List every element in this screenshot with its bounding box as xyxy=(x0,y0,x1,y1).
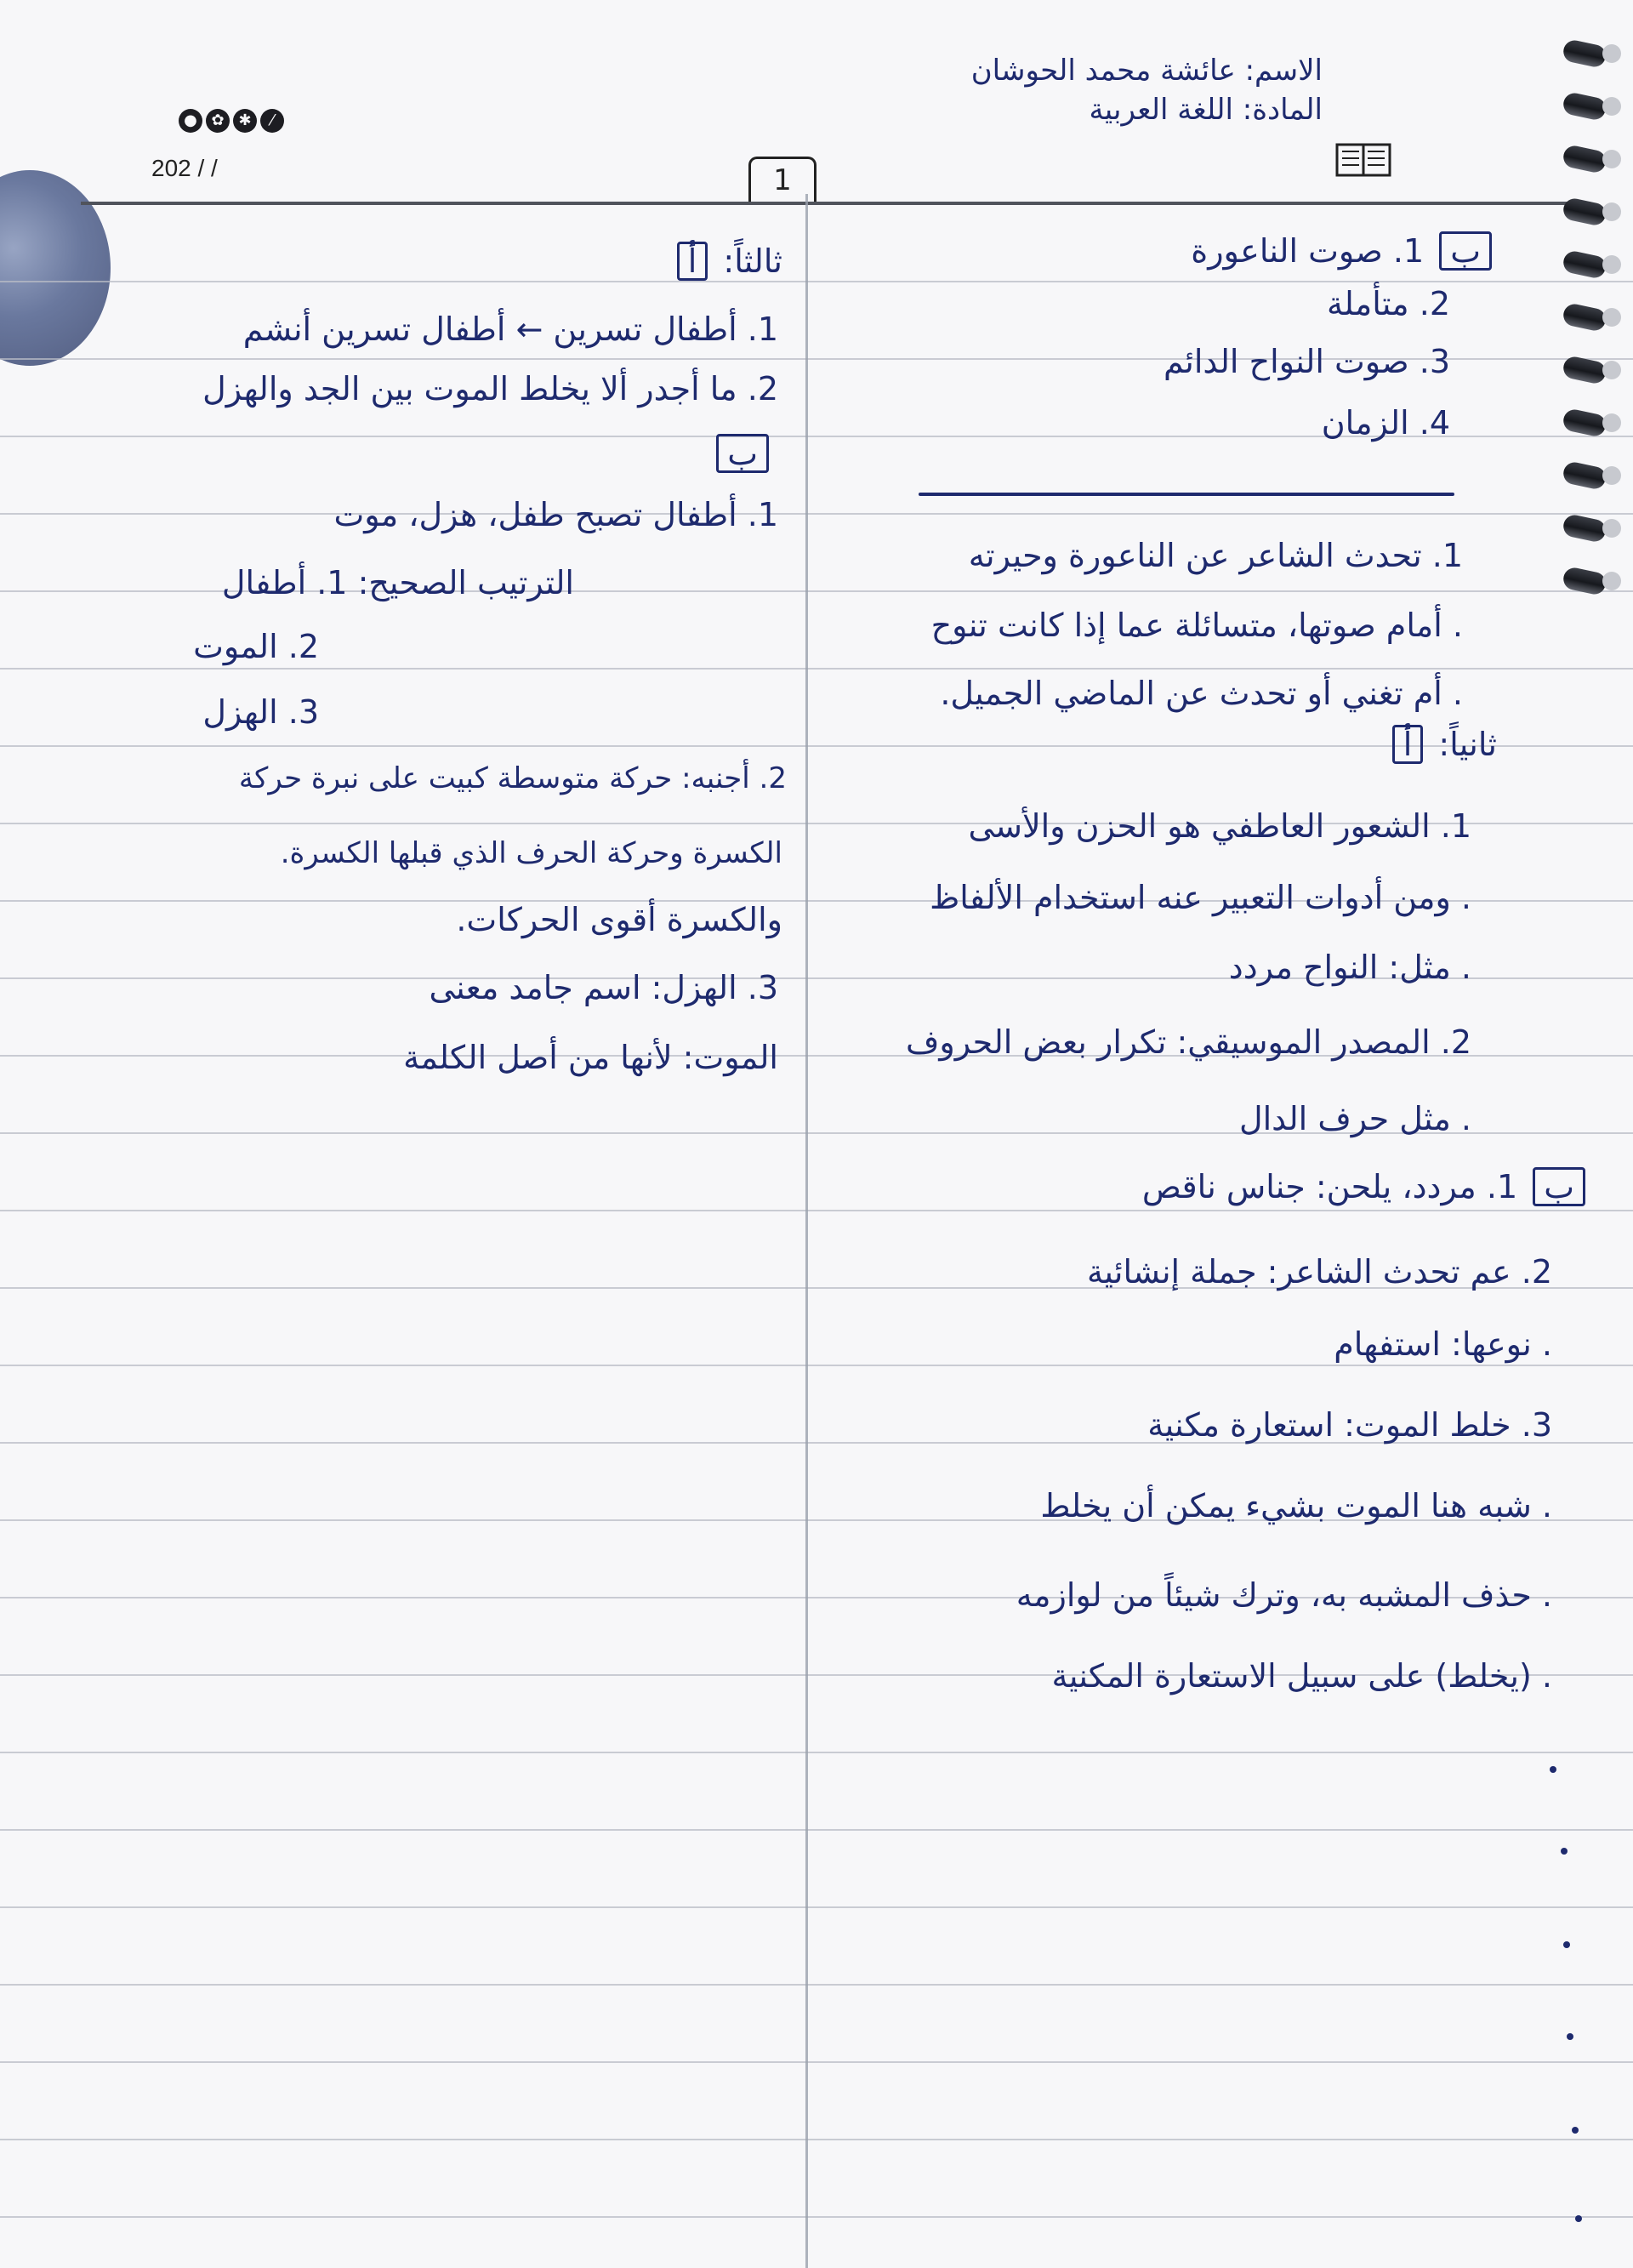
spiral-hole xyxy=(1602,202,1621,221)
spiral-hole xyxy=(1602,572,1621,590)
right-a-line-1: 1. الشعور العاطفي هو الحزن والأسى xyxy=(968,807,1471,845)
margin-dot xyxy=(1561,1848,1568,1855)
section-b2-label: ب xyxy=(1533,1167,1585,1206)
margin-dot xyxy=(1572,2127,1579,2134)
ruled-line xyxy=(0,2061,1633,2063)
date-field: 202 / / xyxy=(151,155,218,181)
left-a-line-2: 2. ما أجدر ألا يخلط الموت بين الجد والهزل xyxy=(202,370,778,407)
spiral-hole xyxy=(1602,466,1621,485)
four-dots-icon xyxy=(179,109,284,133)
left-section-b-label: ب xyxy=(716,434,769,473)
spiral-hole xyxy=(1602,255,1621,274)
spiral-hole xyxy=(1602,519,1621,538)
third-heading: ثالثاً: أ xyxy=(672,240,782,282)
ink-stain xyxy=(0,170,111,366)
page-number: 1 xyxy=(748,157,816,202)
ink-separator xyxy=(919,493,1454,496)
margin-dot xyxy=(1567,2033,1573,2040)
right-b2-line-7: . (يخلط) على سبيل الاستعارة المكنية xyxy=(1051,1657,1552,1695)
left-b-line-8: 3. الهزل: اسم جامد معنى xyxy=(429,969,778,1006)
left-b-line-5: 2. أجنبه: حركة متوسطة كبيت على نبرة حركة xyxy=(238,761,787,795)
right-b2-line-1: ب 1. مردد، يلحن: جناس ناقص xyxy=(1142,1165,1590,1208)
margin-dot xyxy=(1563,1941,1570,1948)
right-a-line-3: . مثل: النواح مردد xyxy=(1228,949,1471,986)
ruled-line xyxy=(0,668,1633,670)
margin-dot xyxy=(1550,1766,1556,1773)
left-b-line-2: الترتيب الصحيح: 1. أطفال xyxy=(221,564,574,601)
ruled-line xyxy=(0,2216,1633,2218)
open-book-icon xyxy=(1334,138,1393,180)
spiral-ring xyxy=(1562,249,1607,280)
spiral-ring xyxy=(1562,302,1607,333)
spiral-ring xyxy=(1562,91,1607,122)
center-margin-line xyxy=(805,194,808,2268)
right-b2-line-3: . نوعها: استفهام xyxy=(1334,1325,1552,1363)
dot-circle-icon: ● xyxy=(179,109,202,133)
right-item-b-4: 4. الزمان xyxy=(1321,404,1450,442)
left-a-line-1: 1. أطفال تسرين ← أطفال تسرين أنشم xyxy=(242,311,778,348)
spiral-hole xyxy=(1602,413,1621,432)
ruled-line xyxy=(0,1829,1633,1831)
spiral-hole xyxy=(1602,361,1621,379)
right-b2-line-2: 2. عم تحدث الشاعر: جملة إنشائية xyxy=(1087,1253,1552,1291)
ruled-line xyxy=(0,513,1633,515)
right-a-line-4: 2. المصدر الموسيقي: تكرار بعض الحروف xyxy=(905,1023,1471,1061)
left-b-line-7: والكسرة أقوى الحركات. xyxy=(456,901,782,938)
spiral-ring xyxy=(1562,197,1607,227)
right-b2-line-4: 3. خلط الموت: استعارة مكنية xyxy=(1147,1406,1552,1444)
student-name: الاسم: عائشة محمد الحوشان xyxy=(970,54,1323,88)
right-a-line-5: . مثل حرف الدال xyxy=(1238,1100,1471,1137)
left-b-line-6: الكسرة وحركة الحرف الذي قبلها الكسرة. xyxy=(280,836,782,870)
right-item-b-3: 3. صوت النواح الدائم xyxy=(1163,343,1450,380)
right-item-b-2: 2. متأملة xyxy=(1326,285,1450,322)
left-section-b xyxy=(711,432,774,475)
right-q1-line-1: 1. تحدث الشاعر عن الناعورة وحيرته xyxy=(968,537,1463,574)
spiral-ring xyxy=(1562,144,1607,174)
right-b2-line-5: . شبه هنا الموت بشيء يمكن أن يخلط xyxy=(1040,1487,1552,1524)
ruled-line xyxy=(0,1752,1633,1753)
ruled-line xyxy=(0,2139,1633,2140)
spiral-ring xyxy=(1562,460,1607,491)
spiral-ring xyxy=(1562,38,1607,69)
left-b-line-9: الموت: لأنها من أصل الكلمة xyxy=(403,1039,778,1076)
dot-flower-icon: ✿ xyxy=(206,109,230,133)
second-heading: ثانياً: أ xyxy=(1387,723,1497,766)
spiral-hole xyxy=(1602,150,1621,168)
right-a-line-2: . ومن أدوات التعبير عنه استخدام الألفاظ xyxy=(930,879,1471,916)
left-b-line-4: 3. الهزل xyxy=(202,693,319,731)
right-q1-line-2: . أمام صوتها، متسائلة عما إذا كانت تنوح xyxy=(930,607,1463,644)
ruled-line xyxy=(0,1906,1633,1908)
spiral-hole xyxy=(1602,308,1621,327)
spiral-hole xyxy=(1602,97,1621,116)
spiral-ring xyxy=(1562,513,1607,544)
dot-slash-icon: ⁄ xyxy=(260,109,284,133)
subject-name: المادة: اللغة العربية xyxy=(1089,93,1323,127)
left-b-line-1: 1. أطفال تصبح طفل، هزل، موت xyxy=(333,496,778,533)
spiral-hole xyxy=(1602,44,1621,63)
margin-dot xyxy=(1575,2215,1582,2222)
section-b-label: ب xyxy=(1439,231,1492,271)
right-b2-line-6: . حذف المشبه به، وترك شيئاً من لوازمه xyxy=(1016,1576,1552,1614)
left-section-a-label: أ xyxy=(677,242,708,281)
dot-star-icon: ✱ xyxy=(233,109,257,133)
ruled-line xyxy=(0,1984,1633,1986)
right-item-b-1: ب 1. صوت الناعورة xyxy=(1191,230,1497,272)
section-a-label: أ xyxy=(1392,725,1424,764)
left-b-line-3: 2. الموت xyxy=(193,628,319,665)
spiral-ring xyxy=(1562,407,1607,438)
ruled-line xyxy=(0,1210,1633,1211)
header-divider xyxy=(81,202,1590,205)
right-q1-line-3: . أم تغني أو تحدث عن الماضي الجميل. xyxy=(940,675,1463,712)
